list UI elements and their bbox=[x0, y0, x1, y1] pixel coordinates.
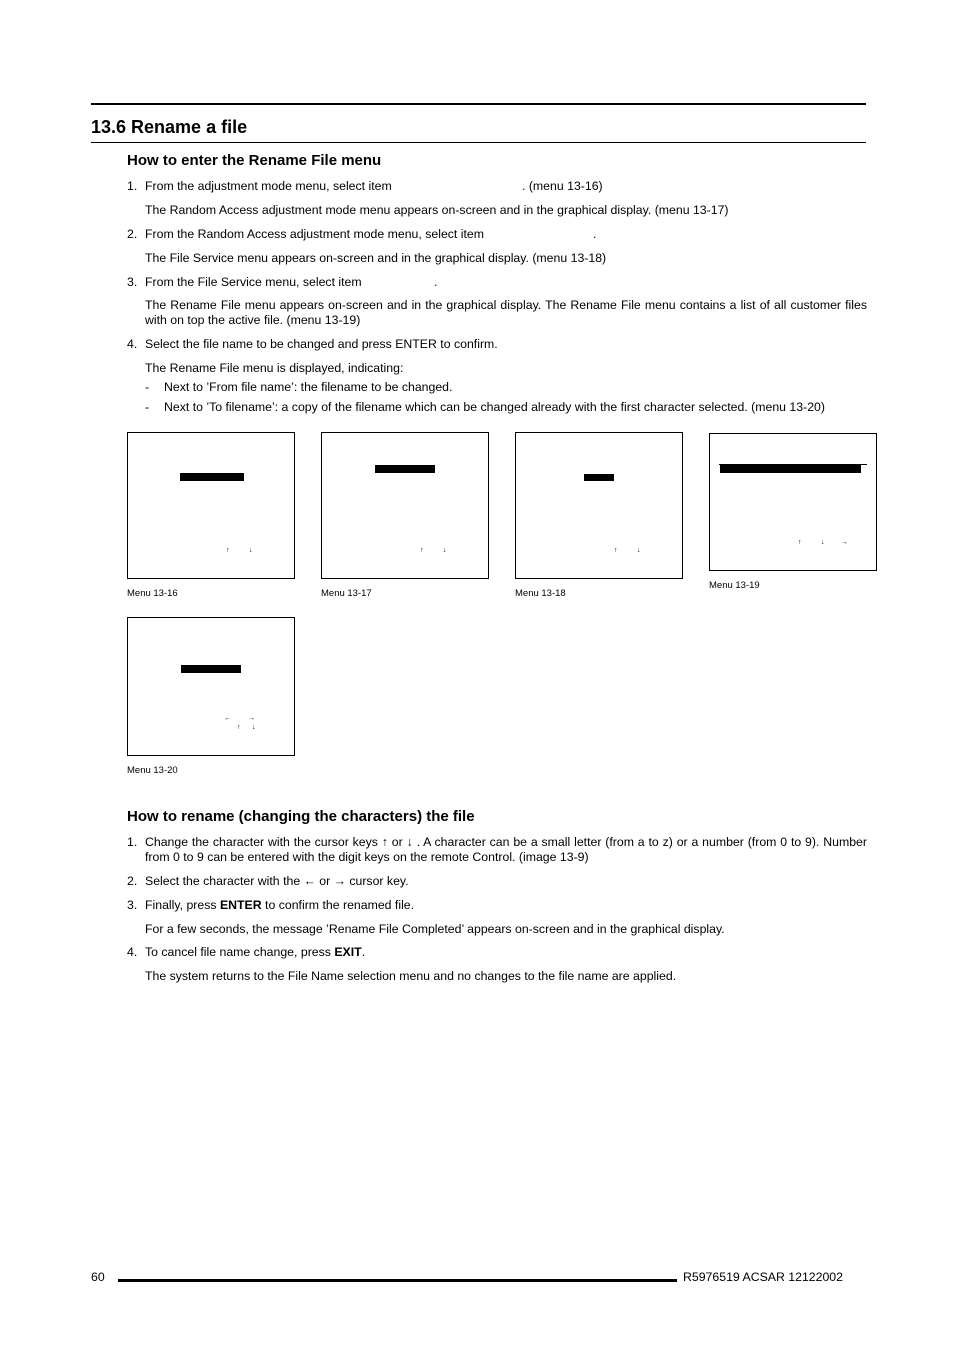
arrow-down-icon: ↓ bbox=[821, 539, 825, 546]
exit-key-label: EXIT bbox=[334, 945, 362, 959]
step-result: The Rename File menu appears on-screen and in the graphical display. The Rename File menu contains a list of all customer files with on top the active file. (menu 13-19) bbox=[145, 298, 867, 327]
step-text bbox=[145, 898, 414, 913]
arrow-down-icon: ↓ bbox=[249, 547, 253, 554]
step-suffix: . (menu 13-16) bbox=[522, 179, 603, 193]
menu-caption: Menu 13-20 bbox=[127, 765, 178, 776]
step-number: 4. bbox=[127, 337, 138, 351]
step-text: From the File Service menu, select item bbox=[145, 275, 362, 289]
step-text: From the Random Access adjustment mode menu, select item bbox=[145, 227, 484, 241]
document-reference: R5976519 ACSAR 12122002 bbox=[683, 1270, 843, 1284]
arrow-right-icon: → bbox=[841, 539, 848, 546]
arrow-left-icon: ← bbox=[224, 715, 231, 722]
step-text-pre: To cancel file name change, press bbox=[145, 945, 335, 959]
step-text: Select the file name to be changed and press ENTER to confirm. bbox=[145, 337, 498, 351]
top-rule bbox=[91, 103, 866, 105]
page-number: 60 bbox=[91, 1270, 105, 1284]
step-text: Change the character with the cursor keys ↑ or ↓ . A character can be a small letter (from a to z) or a number (from 0 to 9). Number from 0 to 9 can be entered with the digit keys on the remote Control. (image 13-9) bbox=[145, 835, 867, 864]
step-result: The Random Access adjustment mode menu appears on-screen and in the graphical display. (menu 13-17) bbox=[145, 203, 729, 217]
step-number: 2. bbox=[127, 874, 138, 888]
step-result: For a few seconds, the message ’Rename File Completed’ appears on-screen and in the graphical display. bbox=[145, 922, 725, 936]
step-number: 4. bbox=[127, 945, 138, 959]
menu-caption: Menu 13-17 bbox=[321, 588, 372, 599]
step-suffix: . bbox=[593, 227, 597, 241]
step-text-post: to confirm the renamed file. bbox=[261, 898, 415, 912]
step-result: The system returns to the File Name selection menu and no changes to the file name are applied. bbox=[145, 969, 677, 983]
enter-menu-heading: How to enter the Rename File menu bbox=[127, 152, 382, 169]
bullet-text: Next to ’From file name’: the filename to be changed. bbox=[164, 380, 453, 394]
step-text-pre: Finally, press bbox=[145, 898, 220, 912]
menu-selection-bar bbox=[181, 665, 241, 673]
section-title: 13.6 Rename a file bbox=[91, 117, 248, 137]
menu-caption: Menu 13-19 bbox=[709, 580, 760, 591]
bullet-dash: - bbox=[145, 400, 150, 414]
menu-13-16-screen bbox=[127, 432, 295, 579]
arrow-up-icon: ↑ bbox=[614, 547, 618, 554]
step-text bbox=[145, 945, 365, 960]
step-text-post: . bbox=[361, 945, 366, 959]
step-number: 3. bbox=[127, 275, 138, 289]
enter-key-label: ENTER bbox=[219, 898, 262, 912]
step-result: The File Service menu appears on-screen and in the graphical display. (menu 13-18) bbox=[145, 251, 607, 265]
title-underline bbox=[91, 142, 866, 143]
arrow-up-icon: ↑ bbox=[237, 724, 241, 731]
bullet-dash: - bbox=[145, 380, 150, 394]
arrow-down-icon: ↓ bbox=[443, 547, 447, 554]
step-result: The Rename File menu is displayed, indicating: bbox=[145, 361, 404, 375]
menu-selection-bar bbox=[375, 465, 435, 473]
menu-13-17-screen bbox=[321, 432, 489, 579]
step-number: 1. bbox=[127, 835, 138, 849]
step-text: Select the character with the ← or → cursor key. bbox=[145, 874, 409, 888]
step-text: From the adjustment mode menu, select item bbox=[145, 179, 392, 193]
menu-selection-bar bbox=[720, 465, 861, 473]
menu-caption: Menu 13-18 bbox=[515, 588, 566, 599]
step-suffix: . bbox=[434, 275, 438, 289]
step-number: 1. bbox=[127, 179, 138, 193]
bullet-text: Next to ’To filename’: a copy of the filename which can be changed already with the first character selected. (menu 13-20) bbox=[164, 400, 825, 414]
menu-caption: Menu 13-16 bbox=[127, 588, 178, 599]
step-number: 3. bbox=[127, 898, 138, 912]
menu-13-20-screen bbox=[127, 617, 295, 756]
arrow-down-icon: ↓ bbox=[637, 547, 641, 554]
arrow-up-icon: ↑ bbox=[226, 547, 230, 554]
menu-selection-bar bbox=[180, 473, 244, 481]
arrow-up-icon: ↑ bbox=[798, 539, 802, 546]
rename-chars-heading: How to rename (changing the characters) the file bbox=[127, 808, 475, 825]
arrow-down-icon: ↓ bbox=[252, 724, 256, 731]
menu-13-18-screen bbox=[515, 432, 683, 579]
arrow-up-icon: ↑ bbox=[420, 547, 424, 554]
footer-rule bbox=[118, 1279, 677, 1282]
arrow-right-icon: → bbox=[248, 715, 255, 722]
step-number: 2. bbox=[127, 227, 138, 241]
menu-13-19-screen bbox=[709, 433, 877, 571]
menu-selection-bar bbox=[584, 474, 614, 481]
